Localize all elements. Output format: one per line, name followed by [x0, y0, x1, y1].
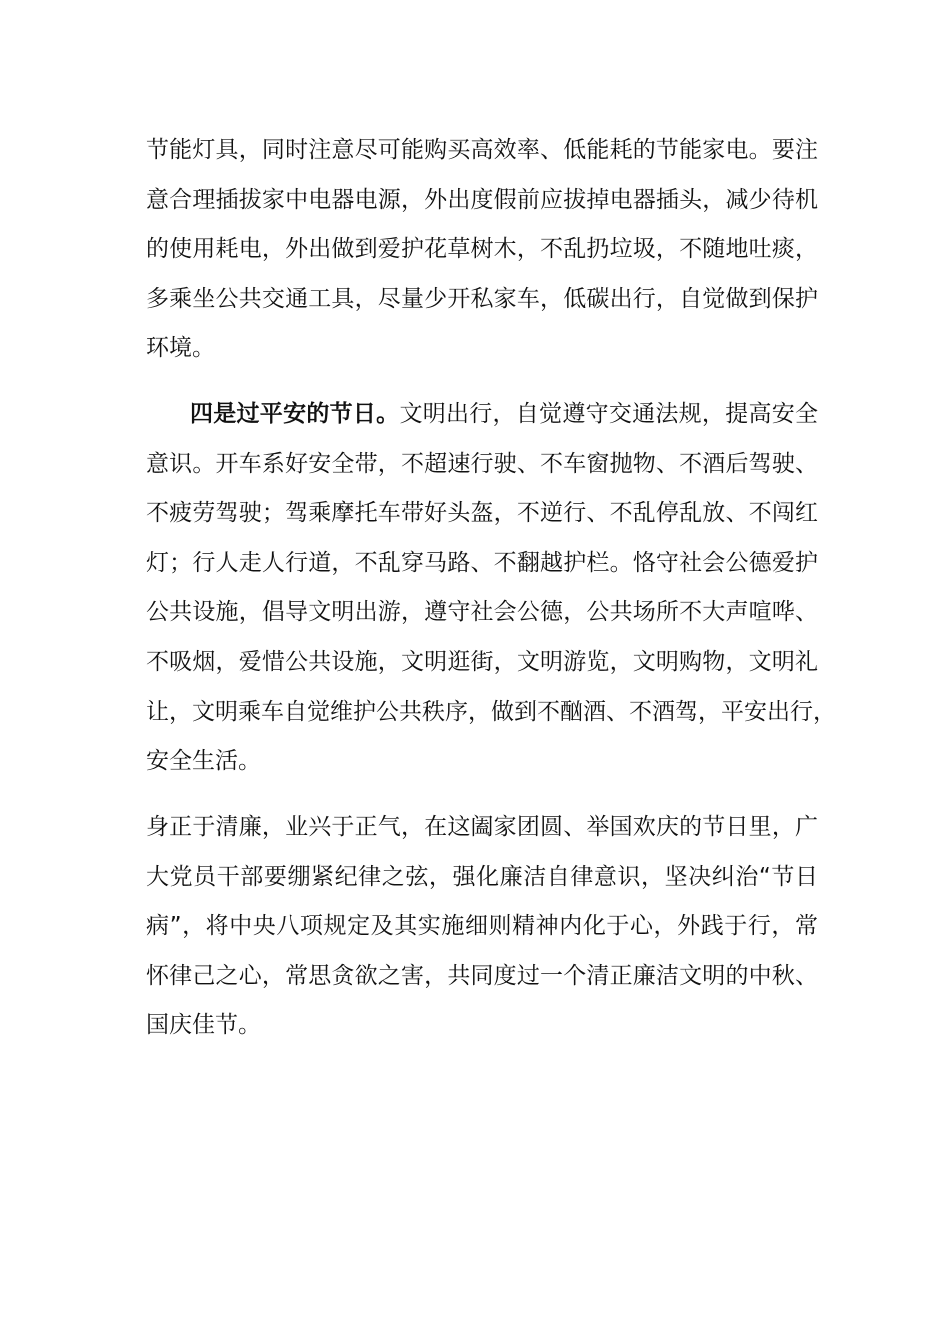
- text-line: 身正于清廉，业兴于正气，在这阖家团圆、举国欢庆的节日里，广: [146, 814, 818, 840]
- text-line: 灯；行人走人行道，不乱穿马路、不翻越护栏。恪守社会公德爱护: [146, 549, 818, 576]
- text-line: 的使用耗电，外出做到爱护花草树木，不乱扔垃圾，不随地吐痰，: [146, 236, 818, 263]
- text-line: 环境。: [146, 335, 215, 362]
- text-line: 不疲劳驾驶；驾乘摩托车带好头盔，不逆行、不乱停乱放、不闯红: [146, 500, 818, 527]
- text-line: 意合理插拔家中电器电源，外出度假前应拔掉电器插头，减少待机: [146, 186, 818, 213]
- text-line: 国庆佳节。: [146, 1012, 261, 1039]
- text-line: 怀律己之心，常思贪欲之害，共同度过一个清正廉洁文明的中秋、: [146, 962, 818, 989]
- paragraph-safe-holiday: [146, 390, 836, 787]
- text-line: 节能灯具，同时注意尽可能购买高效率、低能耗的节能家电。要注: [146, 137, 818, 163]
- text-line: 意识。开车系好安全带，不超速行驶、不车窗抛物、不酒后驾驶、: [146, 450, 818, 477]
- paragraph-energy-saving: [146, 126, 818, 374]
- text-line-first: [146, 390, 818, 440]
- text-segment: 文明出行，自觉遵守交通法规，提高安全: [399, 401, 819, 427]
- text-line: 不吸烟，爱惜公共设施，文明逛街，文明游览，文明购物，文明礼: [146, 648, 818, 675]
- text-line: 让，文明乘车自觉维护公共秩序，做到不酗酒、不酒驾，平安出行，: [146, 698, 836, 725]
- text-line: 安全生活。: [146, 748, 261, 775]
- section-heading: 四是过平安的节日。: [190, 401, 400, 427]
- paragraph-conclusion: [146, 803, 818, 1051]
- text-line: 病”，将中央八项规定及其实施细则精神内化于心，外践于行，常: [146, 913, 818, 940]
- text-line: 多乘坐公共交通工具，尽量少开私家车，低碳出行，自觉做到保护: [146, 285, 818, 312]
- text-line: 公共设施，倡导文明出游，遵守社会公德，公共场所不大声喧哗、: [146, 599, 818, 626]
- text-line: 大党员干部要绷紧纪律之弦，强化廉洁自律意识，坚决纠治“节日: [146, 863, 818, 890]
